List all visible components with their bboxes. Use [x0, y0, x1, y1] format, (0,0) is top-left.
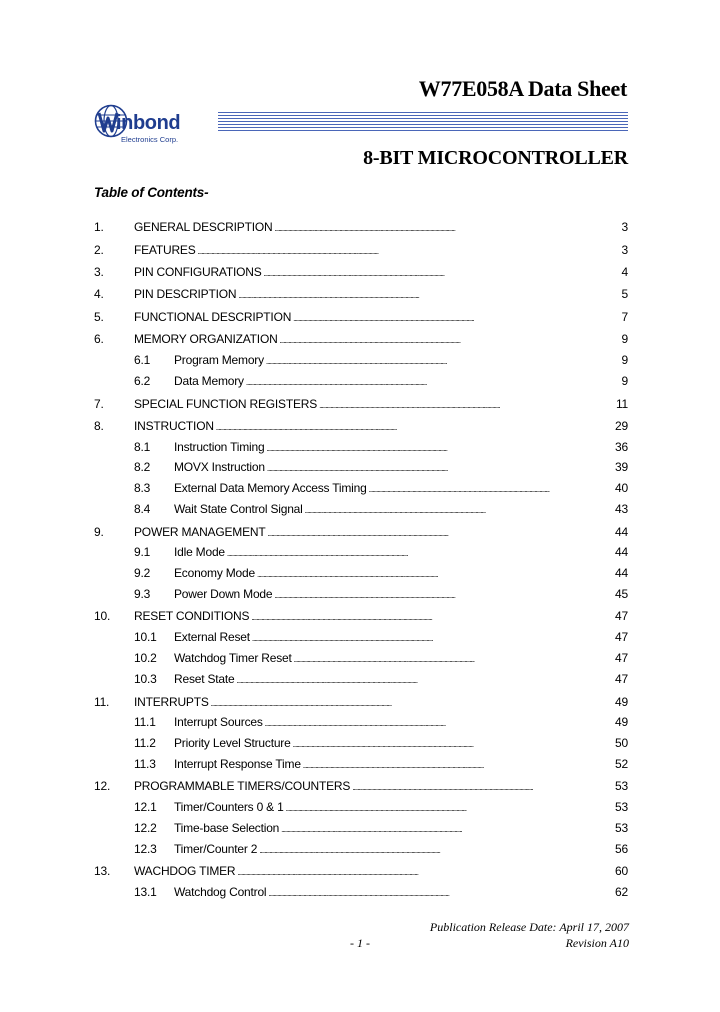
toc-entry-number: 13. [94, 864, 111, 878]
toc-dot-leader [264, 264, 620, 282]
document-title: W77E058A Data Sheet [418, 76, 627, 101]
toc-dot-leader [352, 778, 613, 796]
toc-entry-page: 53 [615, 821, 628, 835]
toc-entry-page: 44 [615, 525, 628, 539]
toc-entry-title: WACHDOG TIMER [134, 864, 236, 878]
toc-entry-title: PIN CONFIGURATIONS [134, 265, 262, 279]
toc-entry-number: 6. [94, 332, 104, 346]
toc-entry-page: 62 [615, 885, 628, 899]
toc-entry-page: 44 [615, 566, 628, 580]
toc-entry-page: 11 [615, 397, 628, 411]
toc-entry [94, 286, 628, 302]
toc-dot-leader [216, 418, 613, 436]
toc-entry-page: 3 [621, 243, 628, 257]
toc-entry-title: External Data Memory Access Timing [174, 481, 367, 495]
toc-dot-leader [266, 439, 613, 457]
toc-entry-number: 9.3 [134, 587, 151, 601]
toc-entry-page: 9 [621, 353, 628, 367]
toc-entry-page: 36 [615, 440, 628, 454]
toc-entry-number: 12.1 [134, 800, 157, 814]
toc-entry [94, 480, 628, 496]
toc-dot-leader [268, 884, 613, 902]
toc-entry-title: External Reset [174, 630, 250, 644]
toc-entry [94, 264, 628, 280]
toc-entry-number: 10.2 [134, 651, 157, 665]
toc-entry-page: 47 [615, 651, 628, 665]
toc-entry-number: 6.2 [134, 374, 151, 388]
toc-entry-title: Idle Mode [174, 545, 225, 559]
toc-dot-leader [294, 650, 613, 668]
toc-dot-leader [293, 309, 619, 327]
toc-entry [94, 309, 628, 325]
toc-entry-number: 9.2 [134, 566, 151, 580]
toc-entry-page: 52 [615, 757, 628, 771]
toc-entry-page: 3 [621, 220, 628, 234]
toc-dot-leader [251, 608, 613, 626]
toc-entry [94, 544, 628, 560]
toc-entry-number: 8.3 [134, 481, 151, 495]
toc-entry-title: Reset State [174, 672, 235, 686]
toc-entry-page: 5 [621, 287, 628, 301]
toc-entry-title: INTERRUPTS [134, 695, 209, 709]
logo-wordmark: inbond [116, 112, 181, 134]
toc-entry [94, 418, 628, 434]
toc-entry-title: Economy Mode [174, 566, 255, 580]
toc-entry-title: Power Down Mode [174, 587, 273, 601]
toc-entry-title: Watchdog Control [174, 885, 267, 899]
toc-dot-leader [267, 524, 613, 542]
toc-dot-leader [266, 352, 620, 370]
toc-entry-title: FEATURES [134, 243, 196, 257]
toc-entry-page: 4 [621, 265, 628, 279]
toc-entry-title: Program Memory [174, 353, 264, 367]
toc-entry-title: PROGRAMMABLE TIMERS/COUNTERS [134, 779, 351, 793]
toc-entry-title: Watchdog Timer Reset [174, 651, 292, 665]
toc-entry [94, 650, 628, 666]
toc-entry [94, 884, 628, 900]
toc-entry-page: 45 [615, 587, 628, 601]
toc-dot-leader [281, 820, 613, 838]
page-number: - 1 - [350, 936, 370, 950]
toc-entry-page: 50 [615, 736, 628, 750]
toc-entry [94, 331, 628, 347]
toc-entry-page: 9 [621, 374, 628, 388]
toc-dot-leader [259, 841, 613, 859]
toc-entry-page: 60 [615, 864, 628, 878]
toc-dot-leader [238, 286, 619, 304]
toc-dot-leader [237, 863, 613, 881]
toc-entry-number: 4. [94, 287, 104, 301]
toc-entry-number: 8.4 [134, 502, 151, 516]
toc-entry-page: 56 [615, 842, 628, 856]
toc-entry-number: 8.1 [134, 440, 151, 454]
toc-dot-leader [237, 671, 614, 689]
toc-dot-leader [246, 373, 620, 391]
toc-entry-title: FUNCTIONAL DESCRIPTION [134, 310, 292, 324]
toc-entry [94, 799, 628, 815]
toc-entry [94, 735, 628, 751]
toc-entry-number: 2. [94, 243, 104, 257]
toc-dot-leader [303, 756, 613, 774]
toc-entry-page: 53 [615, 800, 628, 814]
toc-dot-leader [319, 396, 614, 414]
toc-dot-leader [257, 565, 613, 583]
toc-entry-number: 10. [94, 609, 111, 623]
toc-dot-leader [211, 694, 613, 712]
toc-entry-page: 29 [615, 419, 628, 433]
toc-entry-page: 44 [615, 545, 628, 559]
toc-entry [94, 863, 628, 879]
toc-entry-title: Interrupt Response Time [174, 757, 301, 771]
toc-entry-page: 39 [615, 460, 628, 474]
toc-entry-page: 47 [615, 672, 628, 686]
toc-entry [94, 629, 628, 645]
toc-entry [94, 820, 628, 836]
toc-entry [94, 396, 628, 412]
toc-entry [94, 439, 628, 455]
toc-entry-number: 13.1 [134, 885, 157, 899]
toc-entry [94, 219, 628, 235]
toc-dot-leader [265, 714, 613, 732]
toc-entry-number: 1. [94, 220, 104, 234]
toc-entry-page: 43 [615, 502, 628, 516]
toc-entry-number: 12.2 [134, 821, 157, 835]
toc-heading: Table of Contents- [94, 185, 209, 200]
toc-entry-page: 47 [615, 630, 628, 644]
toc-entry-title: Wait State Control Signal [174, 502, 303, 516]
toc-dot-leader [267, 459, 613, 477]
toc-entry-page: 53 [615, 779, 628, 793]
toc-entry-number: 10.1 [134, 630, 157, 644]
toc-entry-page: 40 [615, 481, 628, 495]
document-subtitle: 8-BIT MICROCONTROLLER [363, 147, 628, 169]
toc-entry-number: 9.1 [134, 545, 151, 559]
toc-entry-number: 11.3 [134, 757, 156, 771]
toc-entry-title: PIN DESCRIPTION [134, 287, 237, 301]
toc-entry-number: 8. [94, 419, 104, 433]
toc-entry [94, 242, 628, 258]
toc-entry [94, 501, 628, 517]
toc-entry [94, 524, 628, 540]
toc-entry-number: 9. [94, 525, 104, 539]
toc-entry [94, 352, 628, 368]
toc-entry-page: 9 [621, 332, 628, 346]
toc-dot-leader [227, 544, 613, 562]
toc-entry-page: 47 [615, 609, 628, 623]
toc-entry [94, 586, 628, 602]
toc-entry [94, 565, 628, 581]
toc-entry-number: 7. [94, 397, 104, 411]
toc-entry-title: SPECIAL FUNCTION REGISTERS [134, 397, 318, 411]
revision-label: Revision A10 [565, 936, 629, 950]
toc-entry-title: INSTRUCTION [134, 419, 214, 433]
toc-dot-leader [369, 480, 613, 498]
toc-entry-title: GENERAL DESCRIPTION [134, 220, 273, 234]
publication-release-date: Publication Release Date: April 17, 2007 [429, 920, 629, 934]
toc-entry-title: MOVX Instruction [174, 460, 265, 474]
toc-entry-title: Timer/Counters 0 & 1 [174, 800, 284, 814]
toc-entry-number: 11.1 [134, 715, 156, 729]
toc-entry-title: Instruction Timing [174, 440, 265, 454]
toc-entry-page: 49 [615, 695, 628, 709]
toc-entry [94, 671, 628, 687]
toc-entry-title: Time-base Selection [174, 821, 280, 835]
toc-entry-number: 3. [94, 265, 104, 279]
logo-tagline: Electronics Corp. [121, 135, 179, 144]
toc-entry [94, 608, 628, 624]
toc-entry [94, 459, 628, 475]
toc-entry [94, 841, 628, 857]
toc-entry-title: Timer/Counter 2 [174, 842, 258, 856]
toc-entry [94, 714, 628, 730]
toc-entry-title: RESET CONDITIONS [134, 609, 250, 623]
toc-entry [94, 694, 628, 710]
toc-entry [94, 373, 628, 389]
toc-entry-title: Data Memory [174, 374, 244, 388]
toc-entry-page: 7 [621, 310, 628, 324]
toc-entry-number: 6.1 [134, 353, 151, 367]
toc-entry-title: MEMORY ORGANIZATION [134, 332, 278, 346]
toc-entry-number: 11. [94, 695, 110, 709]
toc-dot-leader [198, 242, 620, 260]
toc-dot-leader [274, 586, 613, 604]
toc-dot-leader [280, 331, 620, 349]
toc-entry-page: 49 [615, 715, 628, 729]
toc-entry-number: 12.3 [134, 842, 157, 856]
toc-dot-leader [286, 799, 613, 817]
toc-dot-leader [274, 219, 619, 237]
toc-entry-number: 11.2 [134, 736, 156, 750]
toc-entry [94, 778, 628, 794]
toc-entry [94, 756, 628, 772]
toc-entry-number: 8.2 [134, 460, 151, 474]
toc-entry-number: 5. [94, 310, 104, 324]
toc-dot-leader [305, 501, 613, 519]
toc-entry-title: Interrupt Sources [174, 715, 263, 729]
toc-dot-leader [293, 735, 613, 753]
toc-entry-number: 12. [94, 779, 111, 793]
toc-entry-title: Priority Level Structure [174, 736, 291, 750]
toc-entry-title: POWER MANAGEMENT [134, 525, 266, 539]
toc-dot-leader [252, 629, 613, 647]
toc-entry-number: 10.3 [134, 672, 157, 686]
